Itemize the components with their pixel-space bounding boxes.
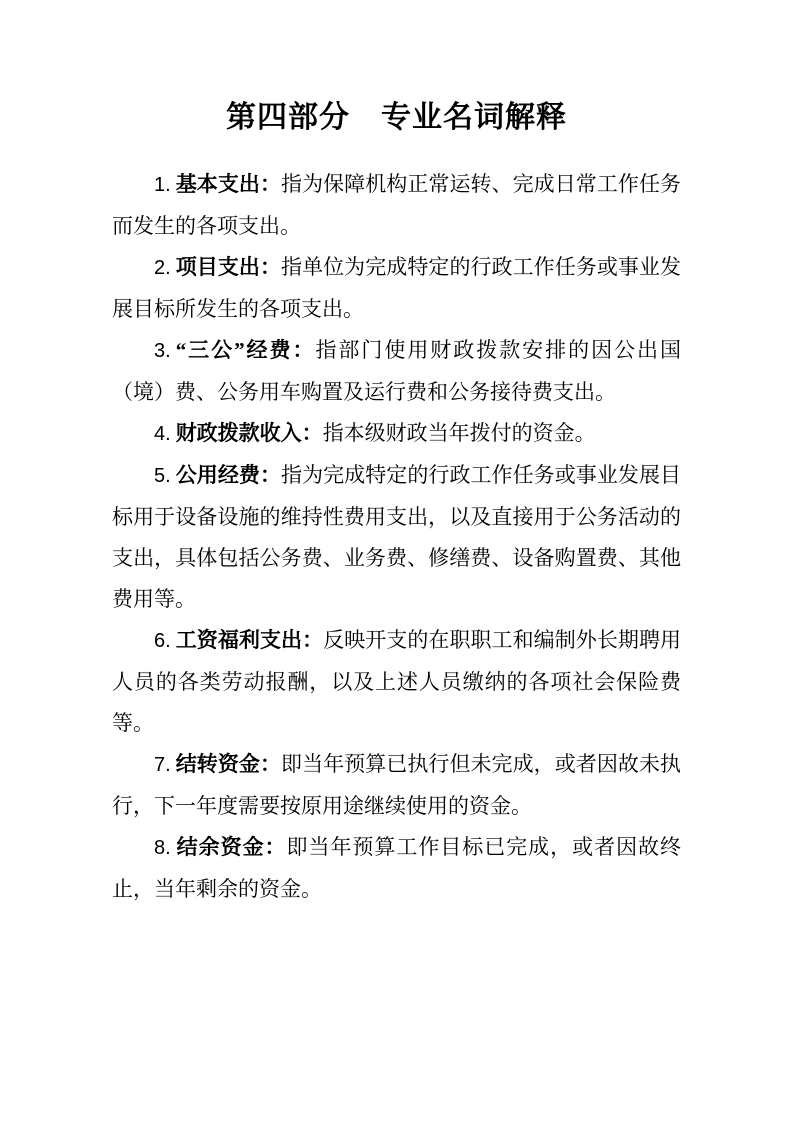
term-definition: 指本级财政当年拨付的资金。 xyxy=(322,421,596,445)
term-item-5 xyxy=(112,455,681,620)
term-number: 3. xyxy=(154,340,171,362)
term-name: 结转资金： xyxy=(175,752,282,776)
term-item-6 xyxy=(112,620,681,744)
term-item-2 xyxy=(112,247,681,330)
term-name: 基本支出： xyxy=(175,172,282,196)
term-item-3 xyxy=(112,330,681,413)
term-name: 结余资金： xyxy=(175,835,287,859)
term-definition: 即当年预算工作目标已完成，或者因故终止，当年剩余的资金。 xyxy=(112,835,682,901)
term-number: 6. xyxy=(154,630,171,652)
term-name: 公用经费： xyxy=(175,463,282,487)
term-item-8 xyxy=(112,827,681,910)
term-definition: 指为完成特定的行政工作任务或事业发展目标用于设备设施的维持性费用支出，以及直接用于公务活动的支出，具体包括公务费、业务费、修缮费、设备购置费、其他费用等。 xyxy=(112,463,681,611)
term-definition: 即当年预算已执行但未完成，或者因故未执行，下一年度需要按原用途继续使用的资金。 xyxy=(112,752,681,818)
term-number: 7. xyxy=(154,754,171,776)
term-number: 5. xyxy=(154,465,171,487)
term-item-7 xyxy=(112,744,681,827)
term-name: “三公”经费： xyxy=(175,338,316,362)
term-definition: 反映开支的在职职工和编制外长期聘用人员的各类劳动报酬，以及上述人员缴纳的各项社会保险费等。 xyxy=(112,628,681,735)
term-number: 8. xyxy=(154,837,171,859)
term-name: 工资福利支出： xyxy=(175,628,324,652)
term-name: 项目支出： xyxy=(175,255,282,279)
term-number: 2. xyxy=(154,257,171,279)
term-item-4 xyxy=(112,413,681,455)
term-definition: 指为保障机构正常运转、完成日常工作任务而发生的各项支出。 xyxy=(112,172,681,238)
term-item-1 xyxy=(112,164,681,247)
term-definition: 指单位为完成特定的行政工作任务或事业发展目标所发生的各项支出。 xyxy=(112,255,681,321)
term-definition: 指部门使用财政拨款安排的因公出国（境）费、公务用车购置及运行费和公务接待费支出。 xyxy=(112,338,681,404)
term-number: 1. xyxy=(154,174,171,196)
page-title: 第四部分 专业名词解释 xyxy=(226,101,567,134)
term-number: 4. xyxy=(154,423,171,445)
term-name: 财政拨款收入： xyxy=(175,421,323,445)
